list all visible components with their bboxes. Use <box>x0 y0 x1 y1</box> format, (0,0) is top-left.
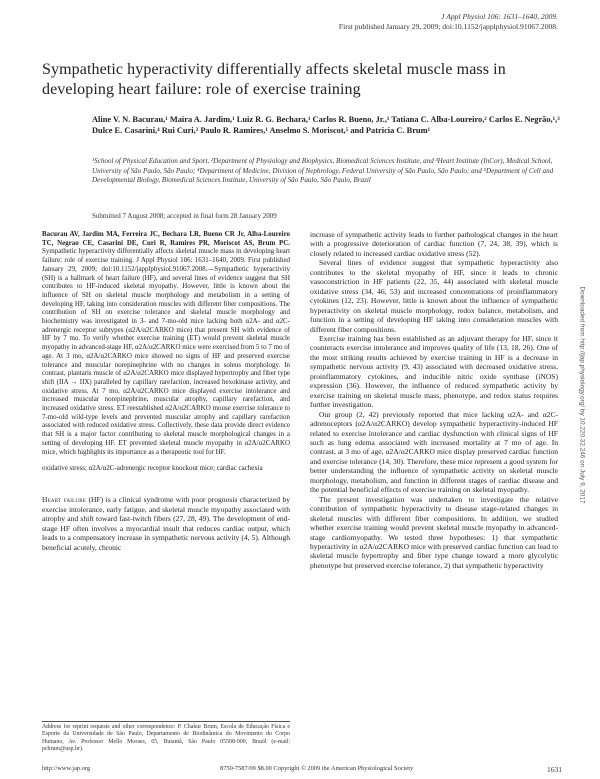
paragraph: The present investigation was undertaken to investigate the relative contribution of sympathetic hyperactivity to disease stage-related changes in skeletal muscles with different fiber compositions. In addition, we studied whether exercise training would prevent skeletal muscle myopathy in advanced-stage cardiomyopathy. We tested three hypotheses: 1) that sympathetic hyperactivity in α2A/α2CARKO mice with preserved cardiac function can lead to skeletal muscle hypertrophy and fiber type change toward a more glycolytic phenotype but preserved exercise tolerance, 2) that sympathetic hyperactivity <box>310 494 558 570</box>
paragraph: Several lines of evidence suggest that sympathetic hyperactivity also contributes to the skeletal myopathy of HF, since it leads to chronic vasoconstriction in HF patients (22, 35, 44) associated with skeletal muscle oxidative stress (34, 46, 53) and increased concentrations of proinflammatory cytokines (12, 23). However, little is known about the influence of sympathetic hyperactivity on skeletal muscle morphology, redox balance, metabolism, and function in a setting of developing HF taking into consideration muscles with different fiber compositions. <box>310 258 558 334</box>
copyright-line: 8750-7587/09 $8.00 Copyright © 2009 the American Physiological Society <box>220 765 414 772</box>
abstract-citation-authors: Bacurau AV, Jardim MA, Ferreira JC, Bechara LR, Bueno CR Jr, Alba-Loureiro TC, Negrao CE, Casarini DE, Curi R, Ramires PR, Moriscot AS, Brum PC. <box>42 230 290 247</box>
author-list: Aline V. N. Bacurau,¹ Maíra A. Jardim,¹ Luiz R. G. Bechara,¹ Carlos R. Bueno, Jr.,¹ Tatiana C. Alba-Loureiro,² Carlos E. Negrão,¹,³ Dulce E. Casarini,⁴ Rui Curi,² Paulo R. Ramires,¹ Anselmo S. Moriscot,⁵ and Patricia C. Brum¹ <box>92 115 560 135</box>
submission-dates: Submitted 7 August 2008; accepted in final form 28 January 2009 <box>92 212 277 220</box>
paragraph: Exercise training has been established as an adjuvant therapy for HF, since it counteracts exercise intolerance and improves quality of life (13, 18, 26). One of the most striking results achieved by exercise training in HF is a decrease in sympathetic nervous activity (9, 43) associated with decreased oxidative stress, proinflammatory cytokines, and inducible nitric oxide synthase (iNOS) expression (36). However, the influence of reduced sympathetic activity by exercise training on skeletal muscle mass, phenotype, and redox status requires further investigation. <box>310 333 558 410</box>
affiliations: ¹School of Physical Education and Sport, ²Department of Physiology and Biophysics, Biomedical Sciences Institute, and ³Heart Institute (InCor), Medical School, University of São Paulo, São Paulo; ⁴Department of Medicine, Division of Nephrology, Federal University of São Paulo, São Paulo; and ⁵Department of Cell and Developmental Biology, Biomedical Sciences Institute, University of São Paulo, São Paulo, Brazil <box>92 157 554 185</box>
correspondence-footnote: Address for reprint requests and other correspondence: P. Chakur Brum, Escola de Educação Física e Esporte da Universidade de São Paulo, Departamento de Biodinâmica do Movimento do Corpo Humano, Av. Professor Mello Moraes, 65, Butantã, São Paulo 05508-900, Brazil (e-mail: pcbrum@usp.br). <box>42 724 290 752</box>
paragraph: Our group (2, 42) previously reported that mice lacking α2A- and α2C-adrenoceptors (α2A/α2CARKO) develop sympathetic hyperactivity-induced HF related to exercise intolerance and cardiac dysfunction with clinical signs of HF such as lung edema associated with increased mortality at 7 mo of age. In contrast, at 3 mo of age, α2A/α2CARKO mice display preserved cardiac function and exercise tolerance (14, 30). Therefore, these mice represent a good system for better understanding the influence of sympathetic activity on skeletal muscle morphology, metabolism, and function in different stages of cardiac disease and the potential beneficial effects of exercise training on skeletal myopathy. <box>310 409 558 495</box>
intro-body: (HF) is a clinical syndrome with poor prognosis characterized by exercise intolerance, early fatigue, and skeletal muscle myopathy associated with atrophy and shift toward fast-twitch fibers (27, 28, 49). The development of end-stage HF often involves a myocardial insult that reduces cardiac output, which leads to a compensatory increase in sympathetic nervous activity (4, 5). Although beneficial acutely, chronic <box>42 494 291 552</box>
journal-header <box>339 12 558 32</box>
introduction-start <box>42 495 290 553</box>
page-number: 1631 <box>547 765 562 774</box>
abstract <box>42 230 290 456</box>
left-column <box>42 230 290 553</box>
first-published: First published January 29, 2009; doi:10.1152/japplphysiol.91067.2008. <box>338 22 558 31</box>
page-footer <box>42 765 562 775</box>
download-watermark-text: Downloaded from http://jap.physiology.org/ by 10.220.32.246 on July 9, 2017 <box>578 286 586 504</box>
footnote-divider <box>42 721 290 722</box>
keywords: oxidative stress; α2A/α2C-adrenergic receptor knockout mice; cardiac cachexia <box>42 464 263 473</box>
journal-url[interactable]: http://www.jap.org <box>42 765 91 772</box>
abstract-body: Sympathetic hyperactivity differentially affects skeletal muscle mass in developing heart failure: role of exercise training. J Appl Physiol 106: 1631–1640, 2009. First published January 29, 2009; doi:10.1152/japplphysiol.91067.2008.—Sympathetic hyperactivity (SH) is a hallmark of heart failure (HF), and several lines of evidence suggest that SH contributes to HF-induced skeletal myopathy. However, little is known about the influence of SH on skeletal muscle morphology and metabolism in a setting of developing HF, taking into consideration muscles with different fiber compositions. The contribution of SH on exercise tolerance and skeletal muscle morphology and biochemistry was investigated in 3- and 7-mo-old mice lacking both α2A- and α2C-adrenergic receptor subtypes (α2A/α2CARKO mice) that present SH with evidence of HF by 7 mo. To verify whether exercise training (ET) would prevent skeletal muscle myopathy in advanced-stage HF, α2A/α2CARKO mice were exercised from 5 to 7 mo of age. At 3 mo, α2A/α2CARKO mice showed no signs of HF and preserved exercise tolerance and muscular norepinephrine with no changes in soleus morphology. In contrast, plantaris muscle of α2A/α2CARKO mice displayed hypertrophy and fiber type shift (IIA → IIX) paralleled by capillary rarefaction, increased hexokinase activity, and oxidative stress. At 7 mo, α2A/α2CARKO mice displayed exercise intolerance and increased muscular norepinephrine, muscular atrophy, capillary rarefaction, and increased oxidative stress. ET reestablished α2A/α2CARKO mouse exercise tolerance to 7-mo-old wild-type levels and prevented muscular atrophy and capillary rarefaction associated with reduced oxidative stress. Collectively, these data provide direct evidence that SH is a major factor contributing to skeletal muscle morphological changes in a setting of developing HF. ET prevented skeletal muscle myopathy in α2A/α2CARKO mice, which highlights its importance as a therapeutic tool for HF. <box>42 247 290 456</box>
article-title: Sympathetic hyperactivity differentially affects skeletal muscle mass in developing heart failure: role of exercise training <box>42 61 506 98</box>
journal-citation: J Appl Physiol 106: 1631–1640, 2009. <box>441 12 558 21</box>
download-watermark <box>574 165 590 625</box>
right-column <box>310 230 558 570</box>
intro-lead: Heart failure <box>42 494 87 504</box>
paragraph: increase of sympathetic activity leads to further pathological changes in the heart with a progressive deterioration of cardiac function (7, 24, 38, 39), which is closely related to increased cardiac oxidative stress (52). <box>310 230 558 258</box>
